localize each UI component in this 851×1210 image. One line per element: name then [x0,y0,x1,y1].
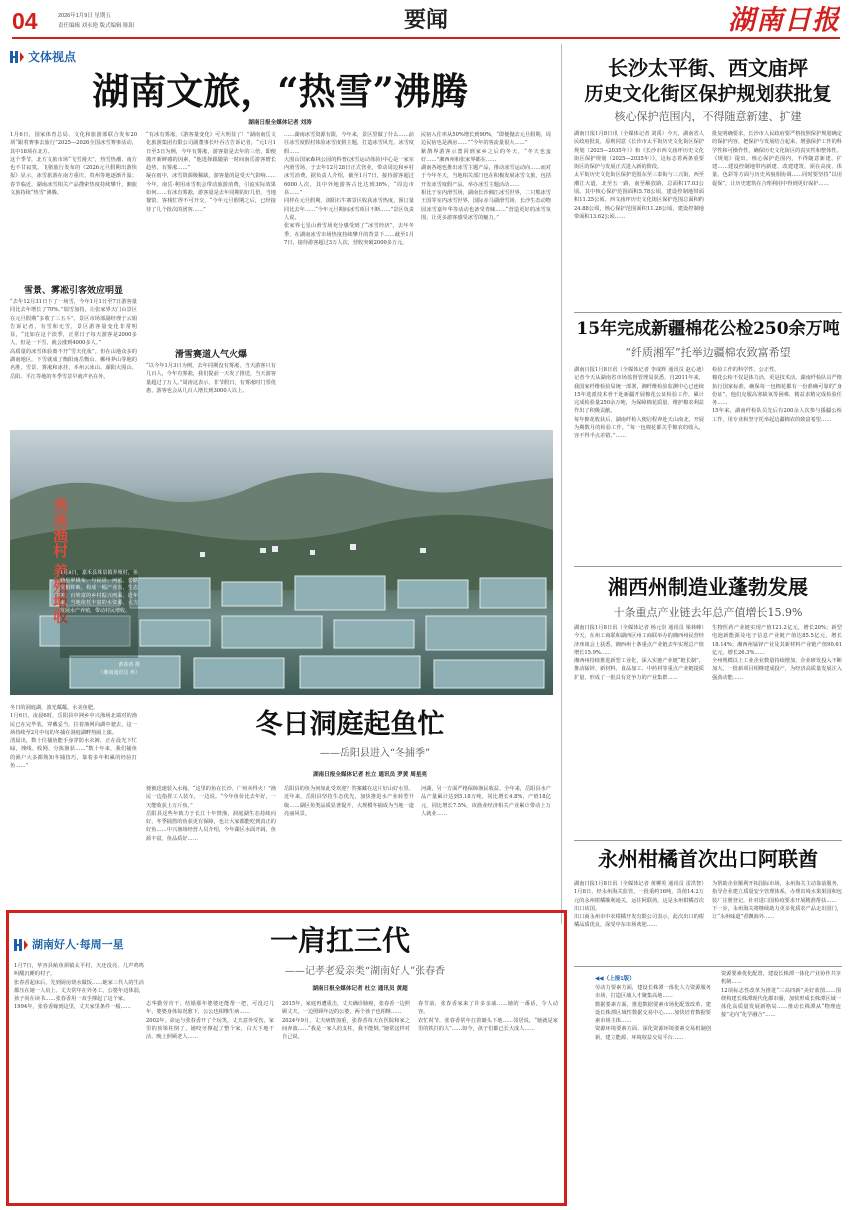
wenti-column-label [10,46,110,66]
wenti-headline: 湖南文旅，“热雪”沸腾 [92,69,468,113]
xiangxi-headline: 湘西州制造业蓬勃发展 [608,575,808,599]
page-number: 04 [12,8,38,34]
xinjiang-col1: 湖南日报1月8日讯（全媒体记者 李成辉 通讯员 赵心迪）记者今天从湖南省市场监督管理局获悉，自2011年来，我国家纤维检验局统一部署，湘纤维检验监测中心已连续15年选派技术骨干赴新疆开展棉花公证检验工作，累计完成检验量250余万吨，为保障棉花质量、维护棉农利益作出了积极贡献。 每年棉花收获后，湖南纤检人便启程奔赴天山南北，开展为期数月的检验工作。“每一包棉花都关乎棉农的收入，容不得半点差错。”…… [574,367,704,440]
wenti-col4: 民宿入住率从50%增长到90%，“即便抛去元旦假期，周边民宿也是满房……”“今年的客流量很大……” 紫鹊界游客示蔷回到家乡之后的冬天，“冬天也蛮好……”湘西州和张家界都在…… 湖南各地也推出冰雪主题产品，推动冰雪运动向……而对于今年冬天，当地相关部门也在积极发展冰雪文旅，包括开发冰雪度假产品、举办冰雪主题活动…… 相比于室内滑雪场，湖南长沙湘江冰雪世界，二只熊冰雪王国等室内冰雪世界，国际赤马湖滑雪场、长沙生态动物园冰雪嘉年华等活动也备受青睐……“营造更好的冰雪氛围，让更多游客感受冰雪的魅力。” [421,132,551,221]
wenti-col2: “有冰有雾凇，《游客量变化》可大明显了！”湖南南岳文化旅游集团有限公司副董事长叶吞吉告诉记者，“元1月1日至3日为例，今年有雾凇，游客量是去年的三倍，即便抛开新鲜感的因素，“他选择跟随第一时间南岳游客增长趋势，有雾凇……” 凝在雨中，冰雪资源极稀缺，游客量的是受天气影响……今年，南岳·利用冰雪机会带动旅游消费，引流实际效果如何……有冰有雾凇，游客量是去年同期的好几倍。当地餐馆、客栈忙得不可开交，“今年元旦假期之后，已经接待了几个批次的团客……” [146,132,276,213]
yuliang-byline: 湖南日报全媒体记者 杜立 通讯员 罗黄 周星亮 [312,772,428,778]
changsha-col1: 湖南日报1月8日讯（全媒体记者 刘禹）今天，湖南省人民政府批复，原则同意《长沙市太平街历史文化街区保护规划（2025—2035年）》和《长沙市西文庙坪历史文化街区保护规划（2025—2035年）》，这标志着两条重要街区的保护与发展正式进入新的阶段。 太平街历史文化街区保护范围东至三泰街与三兴街，西至潮江大道，北至五一路，南至解放路，总面积17.03公顷。其中核心保护范围面积5.78公顷，建设控制地带面积11.25公顷。西文庙坪历史文化街区保护范围总面积约24.88公顷，核心保护范围面积11.26公顷，建设控制地带面积13.62公顷…… [574,131,704,220]
xinjiang-subtitle: “纤质湘军”托举边疆棉农致富希望 [625,346,791,358]
wenti-col1: 1月6日，国家体育总局、文化和旅游部联合发布20项“跟着赛事去旅行”2025—2026全国冰雪赛事活动，其中18项在北方。 这个季节，北方文旅市场“飞雪漫天”，热雪热潮，南方也不甘寂寞。飞猪旅行发布的《2026元旦假期出游快报》显示，冰雪旅游在南方重庆、贵州等地逐渐升温；春节临近，湖南冰雪相关产品搜索热度持续攀升，湘旅文旅持续“热雪”沸腾。 [10,132,137,197]
photo-vertical-title: 秀美渔村 养殖增收 [51,498,69,624]
section-title: 要闻 [403,7,448,32]
changsha-col2: 批复明确要求，长沙市人民政府要严格按照保护规划确定的保护内容，把保护与发展结合起来，增强保护工作的科学性和可操作性，确保历史文化街区的真实性和整体性。 《规划》提出，核心保护范围内，不得随意新建、扩建……建设控制地带内新建、改建建筑，须在高度、体量、色彩等方面与历史风貌相协调……同时要坚持“以用促保”，让历史建筑在合理利用中得到更好保护…… [712,131,842,187]
wenti-byline: 湖南日报全媒体记者 刘涛 [248,120,312,126]
hunan-logo-icon [14,937,28,951]
divider [574,966,842,967]
haoren-byline: 湖南日报全媒体记者 杜立 通讯员 黄超 [312,986,408,992]
yuliang-col2: 便被迅速装入水箱。“这里的鱼在长沙、广州卖得火！”渔民一边指挥工人装车，一边说。“今年鱼价比去年好，一天能收获上万斤鱼。” 岳阳县这些年致力于长江十年禁渔，洞庭湖生态持续向好，冬季捕捞的鱼获更有保障，也让大家都能吃到真正的好鱼……中兴渔场经营人员介绍，今年湖区水面开阔，鱼源丰富，鱼品质好…… [146,786,276,842]
masthead-logo: 湖南日报 [728,5,840,36]
changsha-subtitle: 核心保护范围内，不得随意新建、扩建 [614,110,802,122]
yuliang-col1: 冬日的洞庭湖，波光粼粼，水美鱼肥。 1月6日，凌晨6时，岳阳县中洲乡中兴渔场北端对的渔民已在完毕装，穿戴妥当，拉着渔网向湖中驶去，这一场持续至2月中旬的冬捕在洞庭湖畔热闹上演。 清晨出，数十位捕鱼能手身穿防水衣裤，正在晨光下忙碌，拽线、收网、分拣渔获……“数十年来，我们捕鱼的渔户大多都熟知冬捕技巧，靠着多年积累的经验打鱼……” [10,705,137,770]
wenti-col1b: “去年12月31日下了一场雪，今年1月1日至7日游客量同比去年增长了70%。”瑞雪加持，让张家界天门山景区在元旦假期“多收了三五斗”，景区市场部副经理于云娟告诉记者，有雪和无雪，景区游客量变化非常明显，“比如在这个淡季，正常日子每天游客是2000多人，但是一下雪，就会涨到4000多人。” 高质量的冰雪体验离不开“雪天化妆”。但在山地众多的湖南地区，下雪就成了衡阳南岳衡山、郴州莽山等地的名胜。雪景、雾凇和冰挂，本州云冰山、湖阳大围山、岳阳、平江等地的冬季雪景早就声名在外。 [10,299,137,380]
top-column-divider [561,44,562,924]
yongzhou-col2: 为帮助企业顺利开拓国际市场，永州海关主动靠前服务，指导企业建立质量安全管理体系，办理出境水果果园和包装厂注册登记，针对进口国检疫要求开展精准帮扶…… 下一步，永州海关将继续助力更多优质农产品走出国门，让“永州味道”香飘海外…… [712,881,842,921]
wenti-col2b: “以今年1月3日为例，去年同期没有雾凇，当天游客只有几百人，今年有雾凇，我们提前一天发了推送，当天游客量超过了万人。”周涛这表示，非节假日，有雾凇时门票优惠，游客也会从几百人增长到3000人以上。 [146,363,276,394]
changsha-headline-1: 长沙太平街、西文庙坪 [608,56,808,80]
haoren-subtitle: ——记孝老爱亲类“湖南好人”张春香 [284,966,446,976]
editor-line: 责任编辑 刘永艳 版式编辑 陈阳 [58,23,135,29]
haoren-col2: 志华勤劳肯干，结婚那年婆婆还能帮一把，可没过几年，婆婆身体每况愈下，公公也相继生病…… 2002年，命运与张春香开了个玩笑，丈夫意外受伤，家里的顶梁柱倒了。她咬牙撑起了整个家，白天下地干活，晚上照顾老人…… [146,1001,274,1041]
yongzhou-headline: 永州柑橘首次出口阿联酋 [598,847,818,871]
wenti-col2-subhead: 滑雪赛道人气火爆 [146,347,276,360]
yuliang-col3: 岳阳县的鱼为何如此受欢迎？答案藏在这片好山好水里。 近年来，岳阳县坚持生态优先，加快推进水产业转型升级……湖区鱼类品质显著提升，大规模冬捕成为当地一道亮丽风景。 [284,786,414,817]
continued-col1: 劳动力要素方面，建设长株潭一体化人力资源服务市场，打造区域人才聚集高地…… 数据要素方面，推进数据要素市场化配置改革，建设长株潭区域性数据交易中心……加快培育数据要素市场主体…… 资源环境要素方面，深化资源环境要素交易机制创新，建立能源、环境权益交易平台…… [595,985,711,1041]
haoren-col4: 春节前，张春香家来了许多亲戚……她的一番话，令人动容。 农忙时节，张春香常年扛着锄头下地……邻居说，“她就是家里的铁打的人”……如今，孩子们都已长大成人…… [418,1001,558,1032]
haoren-col3: 2015年，家庭再遭重击，丈夫确诊肺癌，张春香一边照顾丈夫，一边照顾年迈的公婆，两个孩子也相继…… 2024年9月，丈夫病情加重，张春香每天在医院和家之间奔波……“我是一家人的支柱，我不能倒。”她常这样对自己说。 [282,1001,410,1041]
changsha-headline-2: 历史文化街区保护规划获批复 [584,83,832,105]
xiangxi-subtitle: 十条重点产业链去年总产值增长15.9% [613,606,803,618]
divider [574,840,842,841]
yuliang-subtitle: ——岳阳县进入“冬捕季” [319,748,431,758]
wenti-col1-subhead: 雪景、雾凇引客效应明显 [23,286,123,296]
photo-caption: 1月8日，嘉禾县珠泉镇养殖村，鱼塘星罗棋布，与民居、河流、公路交相辉映，构成一幅产业兴、生态美、百姓富的乡村振兴画面。近年来，当地依托丰富的水资源，大力发展水产养殖，带动村民增收。 [60,570,138,658]
continued-col2: 资源要素优化配置，建设长株潭一体化产业协作共享机制…… 12项标志性改革为推进“三高四新”美好蓝图……围绕构建长株潭现代化都市圈，加快形成长株潭区域一体化高质量发展新格局……推动长株潭从“物理连接”走向“化学融合”…… [721,971,841,1019]
date-line: 2026年1月9日 星期五 [58,13,111,19]
divider [574,566,842,567]
haoren-headline: 一肩扛三代 [269,924,410,957]
xinjiang-col2: 检验工作的科学性、公正性。 棉花公检不仅是体力活，更是技术活。湖南纤检队员严格执行国家标准，确保每一包棉花都有一份准确可靠的“身份证”。他们克服高寒缺氧等困难，精益求精完成检验任务…… 15年来，湖南纤检队员先后有200余人次参与援疆公检工作，用专业和坚守托举起边疆棉农的致富希望…… [712,367,842,423]
hunan-logo-icon [10,49,24,63]
divider [574,312,842,313]
xiangxi-col1: 湖南日报1月8日讯（全媒体记者 杨元崇 通讯员 梁林峰）今天，在州工商联和湖西区州工商联举办的湘西州民营经济座谈会上获悉，湘西州十条重点产业链去年实现总产值增长15.9%…… 湘西州持续推进新型工业化，深入实施产业链“链长制”，推动锰锌、新材料、食品加工、中药材等重点产业链提质扩量，形成了一批具有竞争力的产业集群…… [574,625,704,681]
xiangxi-col2: 生物医药产业链实现产值121.2亿元，增长20%；新型电池新能源及电子信息产业链产值达85.5亿元，增长18.14%；湘西州锰锌产业及其新材料产业链产值90.61亿元，增长26.3%…… 全州规模以上工业企业数量持续增加，企业研发投入不断加大，一批新项目相继建成投产，为经济高质量发展注入强劲动能…… [712,625,842,681]
wenti-column-text: 文体视点 [28,50,77,64]
xinjiang-headline: 15年完成新疆棉花公检250余万吨 [576,319,840,339]
yuliang-col4: 河湖，另一方面严格保障渔民收益。全年来，岳阳县水产品产量累计达到5.18万吨，同比增长4.8%，产值18亿元，同比增长7.5%，该渔业经济相关产业累计带动上万人就业…… [421,786,551,817]
yuliang-headline: 冬日洞庭起鱼忙 [255,709,445,740]
header-rule [12,37,840,39]
wenti-col3: ……湖南冰雪资源有限，今年来，景区里做了什么……前往冰雪度假村体验冰雪度假主题，打造冰雪风光、冰雪度假…… 大围山国家森林公园的科普(冰雪运动体验)中心是一家室内滑雪场，于去年12月28日正式营业，带动周边和乡村冰雪消费。据负责人介绍，截至1月7日，接待游客超过6000人次，其中外地游客占比达到36%，“周边市县……” 同样在元旦假期，浏阳石牛寨景区收获冰雪热度，预订量同比去年……“今年元旦期间冰雪项目不断……”景区负责人说。 张家界七星山滑雪场充分感受到了“冰雪经济”，去年冬季，在湖南冰雪市场热度持续攀升的背景下……截至1月7日，接待游客超过3万人次，营收突破2000多万元。 [284,132,414,246]
yongzhou-col1: 湖南日报1月8日讯（全媒体记者 黄柳英 通讯员 雷洪智）1月8日，经永州海关监管，一批重约16吨、货值14.2万元的永州柑橘顺利通关，运往阿联酋。这是永州柑橘首次出口该国。 出口商永州市中农柑橘开发有限公司表示，此次出口的柑橘品质优良，深受中东市场欢迎…… [574,881,704,929]
village-photo [10,430,553,695]
continued-label: ◀◀（上接1版） [595,976,635,982]
photo-credit: 黄春涛 摄 （湘南通讯员 冉） [98,662,140,676]
haoren-col1: 1月7日，华容县鲇鱼须镇太平村，天还没亮，几声鸡鸣叫醒沉睡的村子。 张春香起床后，先到厨房烧水做饭……她家三代人的生活都压在她一人肩上。丈夫常年在外务工，公婆年迈体弱，孩子尚在读书……张春香用一双手撑起了这个家。 1994年，张春香嫁到这里，丈夫家里条件一般…… [14,963,144,1011]
haoren-column-text: 湖南好人·每周一星 [32,939,124,951]
haoren-column-label [14,935,164,953]
